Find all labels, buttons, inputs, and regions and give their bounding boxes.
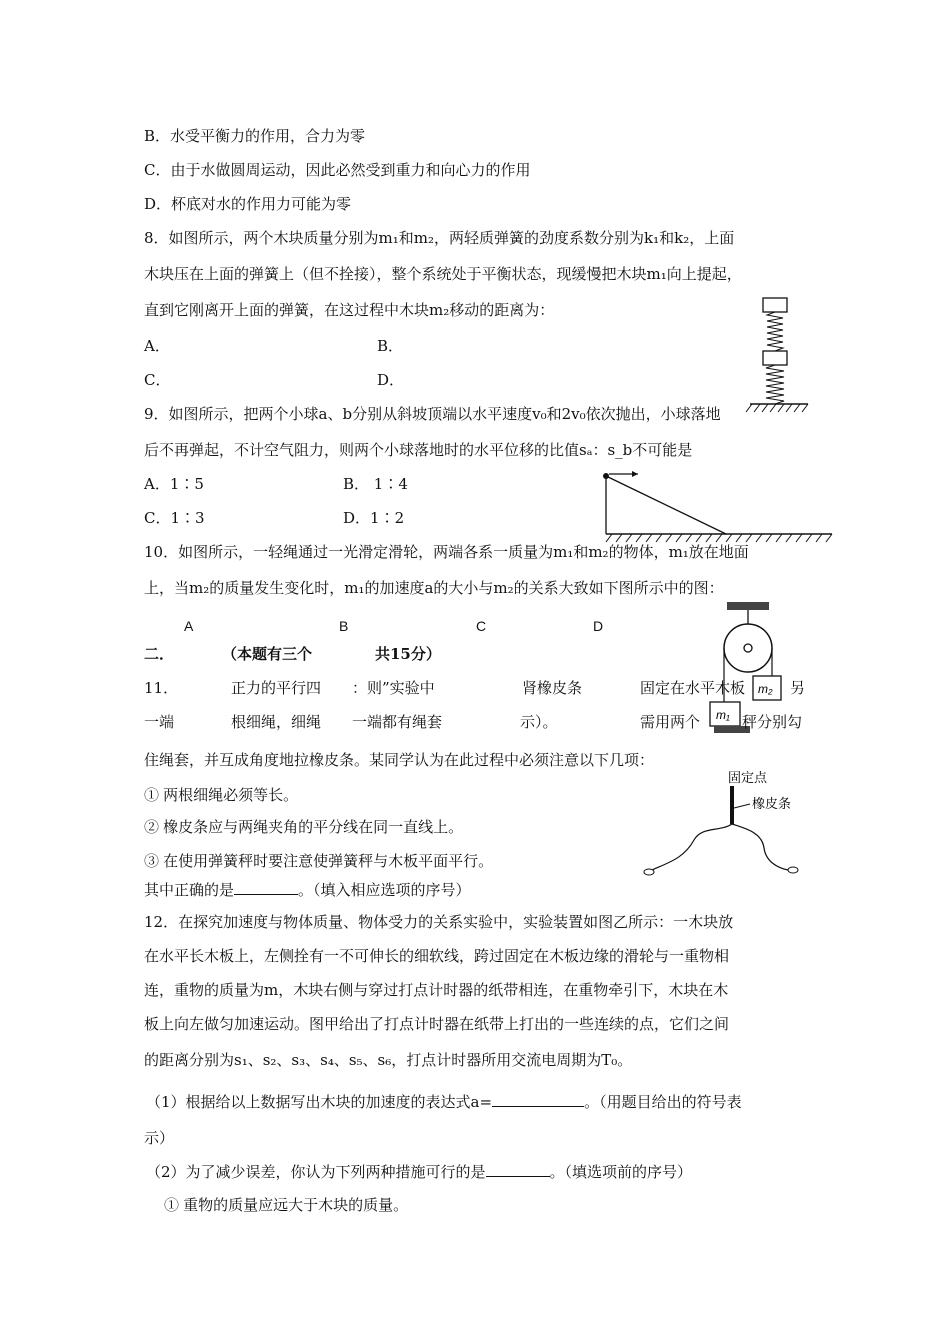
q11-line-1-part-2: 正力的平行四 bbox=[231, 679, 322, 697]
q9-option-b: B． 1∶4 bbox=[343, 475, 408, 493]
q11-answer-blank[interactable] bbox=[234, 880, 298, 895]
q11-item-3: ③ 在使用弹簧秤时要注意使弹簧秤与木板平面平行。 bbox=[144, 853, 494, 870]
q9-option-d: D．1∶2 bbox=[343, 509, 405, 527]
q11-item-2: ② 橡皮条应与两绳夹角的平分线在同一直线上。 bbox=[144, 819, 464, 836]
q10-line-1: 10．如图所示，一轻绳通过一光滑定滑轮，两端各系一质量为m₁和m₂的物体，m₁放在地面 bbox=[144, 543, 749, 561]
q11-line-2-part-1: 一端 bbox=[144, 713, 175, 731]
q9-line-1: 9．如图所示，把两个小球a、b分别从斜坡顶端以水平速度v₀和2v₀依次抛出，小球落地 bbox=[144, 405, 721, 423]
q12-part-2-blank[interactable] bbox=[486, 1162, 550, 1177]
q10-graph-label-c: C bbox=[476, 618, 487, 634]
q12-part-1-blank[interactable] bbox=[492, 1092, 584, 1107]
section-2-score: 共15分） bbox=[375, 645, 441, 663]
q12-line-2: 在水平长木板上，左侧拴有一不可伸长的细软线，跨过固定在木板边缘的滑轮与一重物相 bbox=[144, 947, 730, 965]
q12-part-1-suffix: 。（用题目给出的符号表 bbox=[584, 1093, 742, 1111]
q11-answer-prefix: 其中正确的是 bbox=[144, 881, 235, 899]
section-2-number: 二． bbox=[144, 645, 175, 663]
q11-line-1-part-1: 11． bbox=[144, 679, 179, 697]
q11-line-2-part-4: 示）。 bbox=[520, 713, 558, 731]
q8-option-a: A． bbox=[144, 337, 170, 355]
q11-line-1-part-3: ：则”实验中 bbox=[352, 679, 435, 697]
q8-option-c: C． bbox=[144, 371, 171, 389]
q11-line-1-part-4: 肾橡皮条 bbox=[522, 679, 583, 697]
q7-option-b: B．水受平衡力的作用，合力为零 bbox=[144, 127, 366, 145]
m1-label: m₁ bbox=[716, 708, 730, 722]
m2-label: m₂ bbox=[758, 682, 773, 696]
q8-line-2: 木块压在上面的弹簧上（但不拴接），整个系统处于平衡状态，现缓慢把木块m₁向上提起， bbox=[144, 265, 742, 283]
q12-part-2-line bbox=[146, 1162, 692, 1182]
q8-spring-figure bbox=[740, 296, 820, 426]
q8-option-b: B． bbox=[377, 337, 404, 355]
q7-option-c: C．由于水做圆周运动，因此必然受到重力和向心力的作用 bbox=[144, 161, 531, 179]
q10-graph-label-a: A bbox=[184, 618, 194, 634]
q12-line-3: 连，重物的质量为m，木块右侧与穿过打点计时器的纸带相连，在重物牵引下，木块在木 bbox=[144, 981, 729, 999]
q10-line-2: 上，当m₂的质量发生变化时，m₁的加速度a的大小与m₂的关系大致如下图所示中的图： bbox=[144, 579, 724, 597]
q9-incline-figure bbox=[600, 468, 840, 548]
q11-line-2-part-6: 秤分别勾 bbox=[742, 713, 803, 731]
q7-option-d: D．杯底对水的作用力可能为零 bbox=[144, 195, 352, 213]
q12-line-4: 板上向左做匀加速运动。图甲给出了打点计时器在纸带上打出的一些连续的点，它们之间 bbox=[144, 1015, 730, 1033]
q11-line-2-part-2: 根细绳，细绳 bbox=[231, 713, 322, 731]
q8-line-1: 8．如图所示，两个木块质量分别为m₁和m₂，两轻质弹簧的劲度系数分别为k₁和k₂，上面 bbox=[144, 229, 735, 247]
q11-line-3: 住绳套，并互成角度地拉橡皮条。某同学认为在此过程中必须注意以下几项： bbox=[144, 751, 655, 769]
q12-line-1: 12．在探究加速度与物体质量、物体受力的关系实验中，实验装置如图乙所示：一木块放 bbox=[144, 913, 734, 931]
q12-part-2-suffix: 。（填选项前的序号） bbox=[549, 1163, 693, 1181]
q9-option-a: A．1∶5 bbox=[144, 475, 204, 493]
q12-part-1-line bbox=[146, 1092, 742, 1112]
q10-graph-label-b: B bbox=[339, 618, 349, 634]
q12-part-1-prefix: （1）根据给以上数据写出木块的加速度的表达式a= bbox=[146, 1093, 493, 1111]
q11-rubber-band-figure bbox=[640, 766, 810, 882]
q12-line-5: 的距离分别为s₁、s₂、s₃、s₄、s₅、s₆，打点计时器所用交流电周期为T₀。 bbox=[144, 1051, 633, 1069]
q11-line-2-part-3: 一端都有绳套 bbox=[352, 713, 443, 731]
q9-option-c: C．1∶3 bbox=[144, 509, 205, 527]
q8-option-d: D． bbox=[377, 371, 405, 389]
q9-line-2: 后不再弹起，不计空气阻力，则两个小球落地时的水平位移的比值sₐ：s_b不可能是 bbox=[144, 441, 693, 459]
q11-answer-suffix: 。（填入相应选项的序号） bbox=[298, 881, 471, 899]
q11-answer-line bbox=[144, 880, 471, 900]
q12-part-1-continued: 示） bbox=[144, 1129, 175, 1147]
q12-part-2-item-1: ① 重物的质量应远大于木块的质量。 bbox=[164, 1197, 409, 1214]
q11-line-1-part-5: 固定在水平木板 bbox=[640, 679, 746, 697]
q10-graph-label-d: D bbox=[593, 618, 604, 634]
q11-line-1-part-6: 另 bbox=[790, 679, 806, 697]
q11-item-1: ① 两根细绳必须等长。 bbox=[144, 787, 299, 804]
q8-line-3: 直到它刚离开上面的弹簧，在这过程中木块m₂移动的距离为： bbox=[144, 301, 555, 319]
section-2-title: （本题有三个 bbox=[222, 645, 313, 663]
fixed-point-label: 固定点 bbox=[728, 770, 768, 785]
q11-line-2-part-5: 需用两个 bbox=[640, 713, 701, 731]
q12-part-2-prefix: （2）为了减少误差，你认为下列两种措施可行的是 bbox=[146, 1163, 486, 1181]
rubber-band-label: 橡皮条 bbox=[752, 796, 792, 811]
